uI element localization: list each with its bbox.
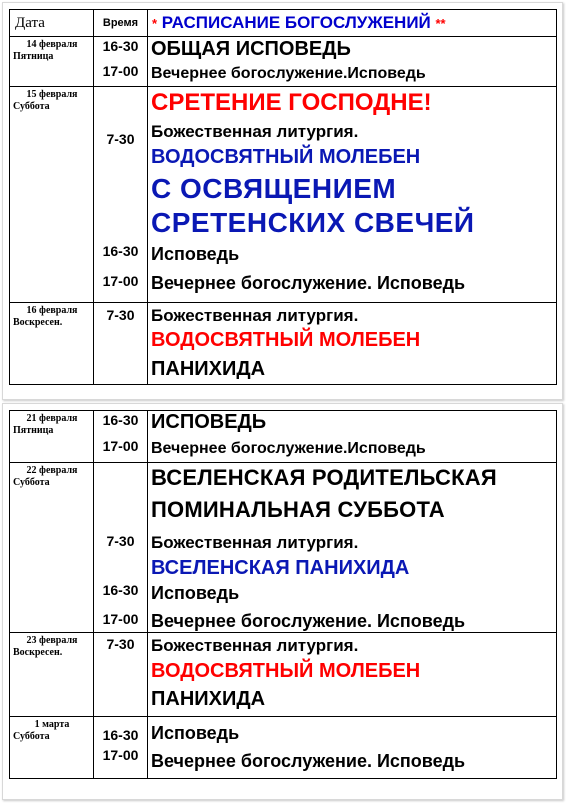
day-row: [10, 717, 557, 779]
date-text: 22 февраля: [26, 465, 78, 476]
service-time: 17-00: [102, 438, 139, 454]
day-row: [10, 303, 557, 385]
day-row: [10, 87, 557, 303]
service-time: 17-00: [102, 611, 139, 627]
service-time: 16-30: [102, 38, 139, 54]
schedule-page-2: [2, 403, 563, 800]
time-cell: [94, 633, 148, 717]
service-time: 17-00: [102, 747, 139, 763]
weekday-text: Воскресен.: [13, 647, 63, 658]
event-line: Божественная литургия.: [151, 122, 359, 141]
weekday-text: Суббота: [13, 477, 50, 488]
date-cell: [10, 633, 94, 717]
weekday-text: Пятница: [13, 425, 54, 436]
event-line: Вечернее богослужение.Исповедь: [151, 440, 426, 457]
schedule-title-text: РАСПИСАНИЕ БОГОСЛУЖЕНИЙ: [161, 13, 431, 32]
event-line: ПАНИХИДА: [151, 358, 266, 380]
time-cell: [94, 463, 148, 633]
service-time: 17-00: [102, 63, 139, 79]
day-row: [10, 633, 557, 717]
event-line: ИСПОВЕДЬ: [151, 411, 267, 433]
event-line: ПАНИХИДА: [151, 688, 266, 710]
event-line: Вечернее богослужение. Исповедь: [151, 751, 466, 771]
event-line: Исповедь: [151, 723, 240, 743]
schedule-table-2: [9, 410, 557, 779]
date-cell: [10, 463, 94, 633]
event-line: ВСЕЛЕНСКАЯ ПАНИХИДА: [151, 557, 410, 579]
service-time: 16-30: [102, 412, 139, 428]
title-star-right: **: [435, 16, 446, 31]
event-line: Божественная литургия.: [151, 636, 359, 655]
day-row: [10, 411, 557, 463]
event-line: Вечернее богослужение. Исповедь: [151, 273, 466, 293]
schedule-page-1: [2, 2, 563, 400]
weekday-text: Суббота: [13, 731, 50, 742]
date-cell: [10, 717, 94, 779]
events-cell: [148, 717, 557, 779]
date-column-header: Дата: [10, 10, 94, 37]
date-cell: [10, 411, 94, 463]
event-line: Исповедь: [151, 244, 240, 264]
events-cell: [148, 303, 557, 385]
events-cell: [148, 633, 557, 717]
weekday-text: Суббота: [13, 101, 50, 112]
time-cell: [94, 303, 148, 385]
feast-title: ПОМИНАЛЬНАЯ СУББОТА: [151, 497, 445, 522]
event-line: ВОДОСВЯТНЫЙ МОЛЕБЕН: [151, 329, 421, 351]
service-time: 7-30: [106, 131, 135, 147]
time-cell: [94, 717, 148, 779]
event-line: СРЕТЕНСКИХ СВЕЧЕЙ: [151, 207, 475, 238]
service-time: 7-30: [106, 307, 135, 323]
event-line: С ОСВЯЩЕНИЕМ: [151, 173, 397, 204]
schedule-table-1: [9, 9, 557, 385]
date-cell: [10, 87, 94, 303]
date-text: 16 февраля: [26, 305, 78, 316]
feast-title: СРЕТЕНИЕ ГОСПОДНЕ!: [151, 89, 432, 116]
date-text: 1 марта: [34, 719, 70, 730]
events-cell: [148, 37, 557, 87]
time-cell: [94, 87, 148, 303]
day-row: [10, 37, 557, 87]
events-cell: [148, 463, 557, 633]
event-line: Божественная литургия.: [151, 533, 359, 552]
service-time: 7-30: [106, 636, 135, 652]
date-text: 14 февраля: [26, 39, 78, 50]
weekday-text: Пятница: [13, 51, 54, 62]
service-time: 17-00: [102, 273, 139, 289]
time-column-header: Время: [94, 10, 148, 37]
service-time: 7-30: [106, 533, 135, 549]
event-line: ВОДОСВЯТНЫЙ МОЛЕБЕН: [151, 660, 421, 682]
event-line: ОБЩАЯ ИСПОВЕДЬ: [151, 38, 351, 60]
event-line: Вечернее богослужение.Исповедь: [151, 65, 426, 82]
events-cell: [148, 411, 557, 463]
service-time: 16-30: [102, 243, 139, 259]
schedule-title: [148, 10, 557, 37]
date-text: 23 февраля: [26, 635, 78, 646]
service-time: 16-30: [102, 582, 139, 598]
date-cell: [10, 303, 94, 385]
header-row: [10, 10, 557, 37]
event-line: Исповедь: [151, 583, 240, 603]
day-row: [10, 463, 557, 633]
time-cell: [94, 37, 148, 87]
date-text: 21 февраля: [26, 413, 78, 424]
date-cell: [10, 37, 94, 87]
time-cell: [94, 411, 148, 463]
date-text: 15 февраля: [26, 89, 78, 100]
weekday-text: Воскресен.: [13, 317, 63, 328]
title-star-left: *: [152, 16, 158, 31]
feast-title: ВСЕЛЕНСКАЯ РОДИТЕЛЬСКАЯ: [151, 465, 497, 490]
event-line: Вечернее богослужение. Исповедь: [151, 611, 466, 631]
event-line: Божественная литургия.: [151, 306, 359, 325]
event-line: ВОДОСВЯТНЫЙ МОЛЕБЕН: [151, 146, 421, 168]
service-time: 16-30: [102, 727, 139, 743]
events-cell: [148, 87, 557, 303]
